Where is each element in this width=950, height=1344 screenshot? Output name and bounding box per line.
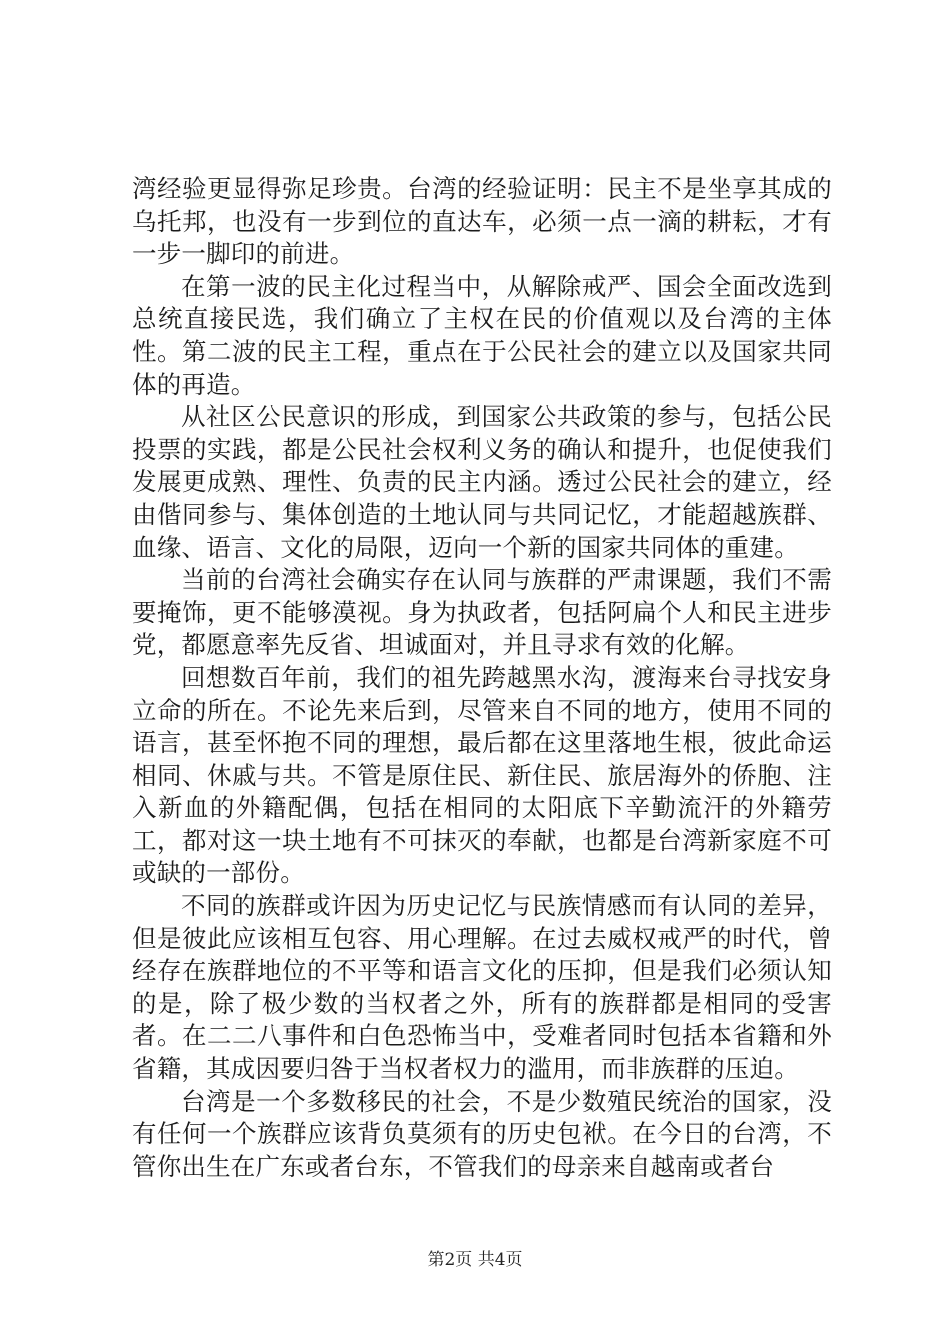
page-number-footer: 第2页 共4页: [427, 1250, 523, 1270]
paragraph: 从社区公民意识的形成，到国家公共政策的参与，包括公民投票的实践，都是公民社会权利义务的确认和提升，也促使我们发展更成熟、理性、负责的民主内涵。透过公民社会的建立，经由偕同参与、集体创造的土地认同与共同记忆，才能超越族群、血缘、语言、文化的局限，迈向一个新的国家共同体的重建。: [132, 402, 832, 562]
paragraph: 湾经验更显得弥足珍贵。台湾的经验证明：民主不是坐享其成的乌托邦，也没有一步到位的直达车，必须一点一滴的耕耘，才有一步一脚印的前进。: [132, 174, 832, 269]
paragraph: 台湾是一个多数移民的社会，不是少数殖民统治的国家，没有任何一个族群应该背负莫须有的历史包袱。在今日的台湾，不管你出生在广东或者台东，不管我们的母亲来自越南或者台: [132, 1086, 832, 1181]
body-text: [132, 173, 832, 1183]
paragraph: 回想数百年前，我们的祖先跨越黑水沟，渡海来台寻找安身立命的所在。不论先来后到，尽管来自不同的地方，使用不同的语言，甚至怀抱不同的理想，最后都在这里落地生根，彼此命运相同、休戚与共。不管是原住民、新住民、旅居海外的侨胞、注入新血的外籍配偶，包括在相同的太阳底下辛勤流汗的外籍劳工，都对这一块土地有不可抹灭的奉献，也都是台湾新家庭不可或缺的一部份。: [132, 662, 832, 888]
paragraph: 不同的族群或许因为历史记忆与民族情感而有认同的差异，但是彼此应该相互包容、用心理解。在过去威权戒严的时代，曾经存在族群地位的不平等和语言文化的压抑，但是我们必须认知的是，除了极少数的当权者之外，所有的族群都是相同的受害者。在二二八事件和白色恐怖当中，受难者同时包括本省籍和外省籍，其成因要归咎于当权者权力的滥用，而非族群的压迫。: [132, 891, 832, 1084]
paragraph: 在第一波的民主化过程当中，从解除戒严、国会全面改选到总统直接民选，我们确立了主权在民的价值观以及台湾的主体性。第二波的民主工程，重点在于公民社会的建立以及国家共同体的再造。: [132, 271, 832, 399]
paragraph: 当前的台湾社会确实存在认同与族群的严肃课题，我们不需要掩饰，更不能够漠视。身为执政者，包括阿扁个人和民主进步党，都愿意率先反省、坦诚面对，并且寻求有效的化解。: [132, 565, 832, 660]
